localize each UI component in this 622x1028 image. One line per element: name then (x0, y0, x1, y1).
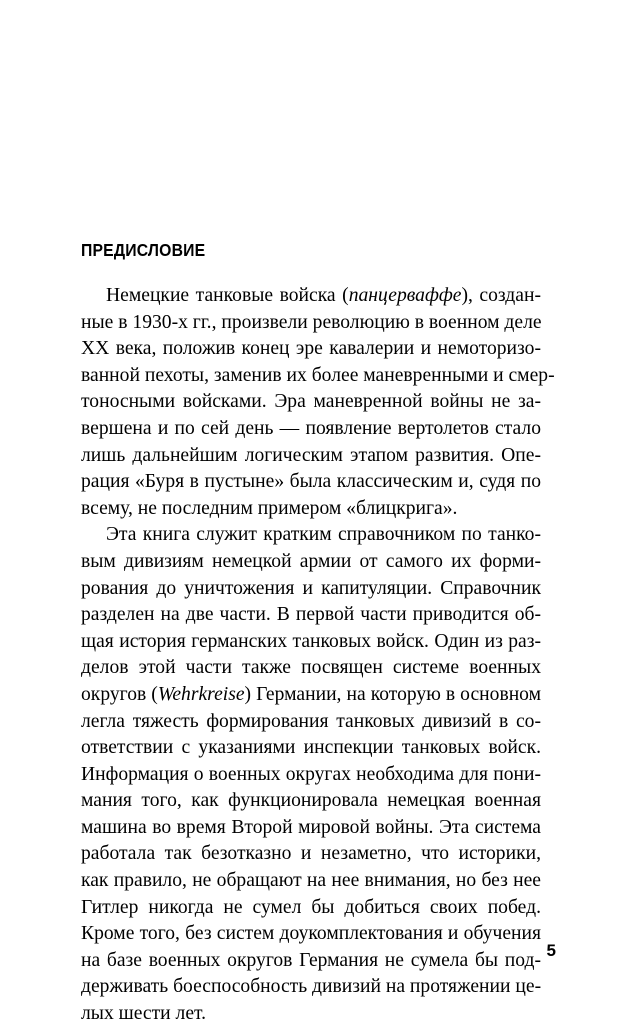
text-line: Гитлер никогда не сумел бы добиться своих побед. (81, 896, 541, 918)
text-line: всему, не последним примером «блицкрига». (81, 497, 458, 519)
text-line: ответствии с указаниями инспекции танковых войск. (81, 737, 541, 759)
text-line: Немецкие танковые войска (панцерваффе), создан- (106, 285, 541, 306)
text-line: держивать боеспособность дивизий на протяжении це- (81, 976, 542, 998)
text-line: Эта книга служит кратким справочником по танко- (106, 524, 541, 546)
text-line: ные в 1930-х гг., произвели революцию в военном деле (81, 311, 542, 333)
text-line: машина во время Второй мировой войны. Эта система (81, 816, 541, 838)
text-line: делов этой части также посвящен системе военных (81, 657, 541, 679)
paragraph-1 (81, 283, 555, 522)
text-line: лишь дальнейшим логическим этапом развития. Опе- (81, 444, 541, 466)
text-line: рования до уничтожения и капитуляции. Справочник (81, 577, 541, 599)
text-line: округов (Wehrkreise) Германии, на которую в основном (81, 683, 542, 705)
page-number: 5 (546, 941, 556, 960)
italic-term-panzerwaffe: панцерваффе (348, 285, 462, 306)
text-line: легла тяжесть формирования танковых дивизий в со- (81, 710, 541, 732)
text-line: вым дивизиям немецкой армии от самого их форми- (81, 550, 541, 572)
italic-term-wehrkreise: Wehrkreise (157, 683, 245, 705)
text-line: тоносными войсками. Эра маневренной войны не за- (81, 391, 541, 413)
text-line: как правило, не обращают на нее внимания, но без нее (81, 870, 541, 892)
text-line: на базе военных округов Германия не сумела бы под- (81, 949, 541, 971)
text-line: разделен на две части. В первой части приводится об- (81, 604, 541, 626)
text-line: вершена и по сей день — появление вертолетов стало (81, 417, 541, 439)
text-line: мания того, как функционировала немецкая военная (81, 790, 541, 812)
text-line: Кроме того, без систем доукомплектования и обучения (81, 923, 541, 945)
text-line: рация «Буря в пустыне» была классическим и, судя по (81, 471, 541, 493)
text-line: Информация о военных округах необходима для пони- (81, 763, 541, 785)
body-text-block (81, 283, 555, 1028)
page-title: ПРЕДИСЛОВИЕ (81, 239, 206, 260)
text-line: работала так безотказно и незаметно, что историки, (81, 843, 541, 865)
text-line: XX века, положив конец эре кавалерии и немоторизо- (81, 338, 541, 360)
text-line: ванной пехоты, заменив их более маневренными и смер- (81, 364, 555, 386)
text-line: лых шести лет. (81, 1003, 207, 1025)
text-line: щая история германских танковых войск. Один из раз- (81, 630, 541, 652)
